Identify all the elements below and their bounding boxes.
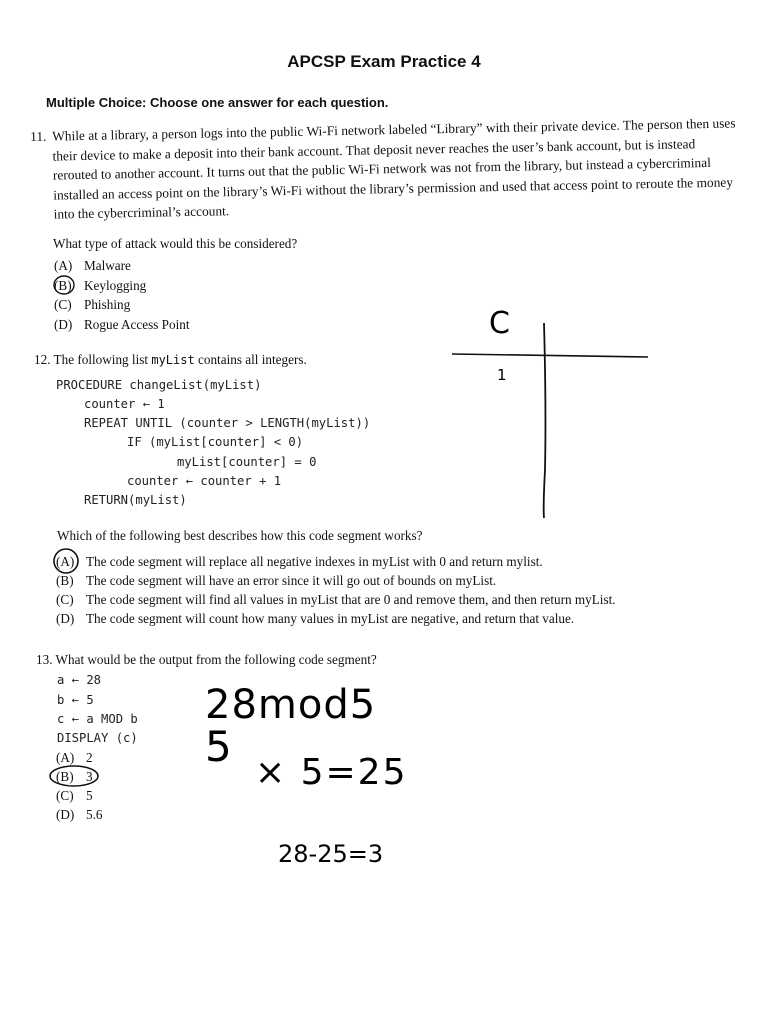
option-label: (A) (54, 258, 73, 273)
code-line: counter ← counter + 1 (127, 474, 282, 488)
instructions: Multiple Choice: Choose one answer for each question. (46, 95, 389, 110)
option-text: The code segment will find all values in myList that are 0 and remove them, and then return myList. (86, 592, 616, 607)
handwritten-note: 28mod5 (205, 682, 377, 728)
option-text: Keylogging (84, 278, 147, 293)
option-label: (B) (56, 573, 74, 588)
option-label: (C) (54, 297, 72, 312)
code-line: c ← a MOD b (57, 712, 138, 726)
answer-circle (54, 549, 78, 573)
option-text: The code segment will count how many values in myList are negative, and return that value. (86, 611, 575, 626)
question-text: contains all integers. (194, 352, 307, 367)
question-text: The following list (53, 352, 152, 367)
option-label: (A) (56, 554, 75, 569)
option-label: (D) (56, 807, 75, 822)
option-label: (B) (56, 769, 74, 784)
handwritten-note: 28-25=3 (278, 840, 384, 868)
option-text: Rogue Access Point (84, 317, 190, 332)
code-line: PROCEDURE changeList(myList) (56, 378, 262, 392)
inline-code: myList (151, 353, 195, 367)
code-line: RETURN(myList) (84, 493, 187, 507)
option-text: The code segment will replace all negative indexes in myList with 0 and return mylist. (86, 554, 543, 569)
t-chart-vertical-line (544, 323, 546, 518)
option-text: 5.6 (86, 807, 103, 822)
code-line: a ← 28 (57, 673, 102, 687)
code-line: DISPLAY (c) (57, 731, 138, 745)
handwritten-note: C (489, 306, 510, 341)
question-text: While at a library, a person logs into the public Wi-Fi network labeled “Library” with their private device. The person then uses their device to make a deposit into their bank account. That deposit never reaches the user’s bank account, but is instead rerouted to another account. It turns out that the public Wi-Fi network was not from the library, but instead a cybercriminal installed an access point on the library’s Wi-Fi without the library’s permission and used that access point to reroute the money into the cybercriminal’s account. (52, 115, 736, 222)
code-line: IF (myList[counter] < 0) (127, 435, 304, 449)
code-line: counter ← 1 (84, 397, 165, 411)
answer-circle (50, 766, 98, 786)
option-text: 5 (86, 788, 93, 803)
code-line: REPEAT UNTIL (counter > LENGTH(myList)) (84, 416, 371, 430)
option-label: (C) (56, 592, 74, 607)
question-prompt: Which of the following best describes how this code segment works? (57, 528, 423, 543)
question-number: 12. (34, 352, 51, 367)
handwritten-note: × 5=25 (255, 752, 408, 793)
t-chart-horizontal-line (452, 354, 648, 357)
option-label: (D) (54, 317, 73, 332)
code-line: b ← 5 (57, 693, 94, 707)
option-label: (A) (56, 750, 75, 765)
option-text: Malware (84, 258, 131, 273)
option-label: (B) (54, 278, 72, 293)
option-text: The code segment will have an error since it will go out of bounds on myList. (86, 573, 497, 588)
page-title: APCSP Exam Practice 4 (287, 52, 481, 71)
option-text: Phishing (84, 297, 131, 312)
handwritten-note: 5 (205, 722, 232, 771)
question-text: What would be the output from the following code segment? (55, 652, 377, 667)
handwritten-note: 1 (497, 366, 507, 384)
question-number: 13. (36, 652, 53, 667)
question-prompt: What type of attack would this be considered? (53, 236, 298, 251)
option-label: (C) (56, 788, 74, 803)
option-text: 2 (86, 750, 93, 765)
answer-circle (54, 276, 74, 294)
option-label: (D) (56, 611, 75, 626)
option-text: 3 (86, 769, 93, 784)
code-line: myList[counter] = 0 (177, 455, 317, 469)
question-number: 11. (30, 128, 47, 144)
